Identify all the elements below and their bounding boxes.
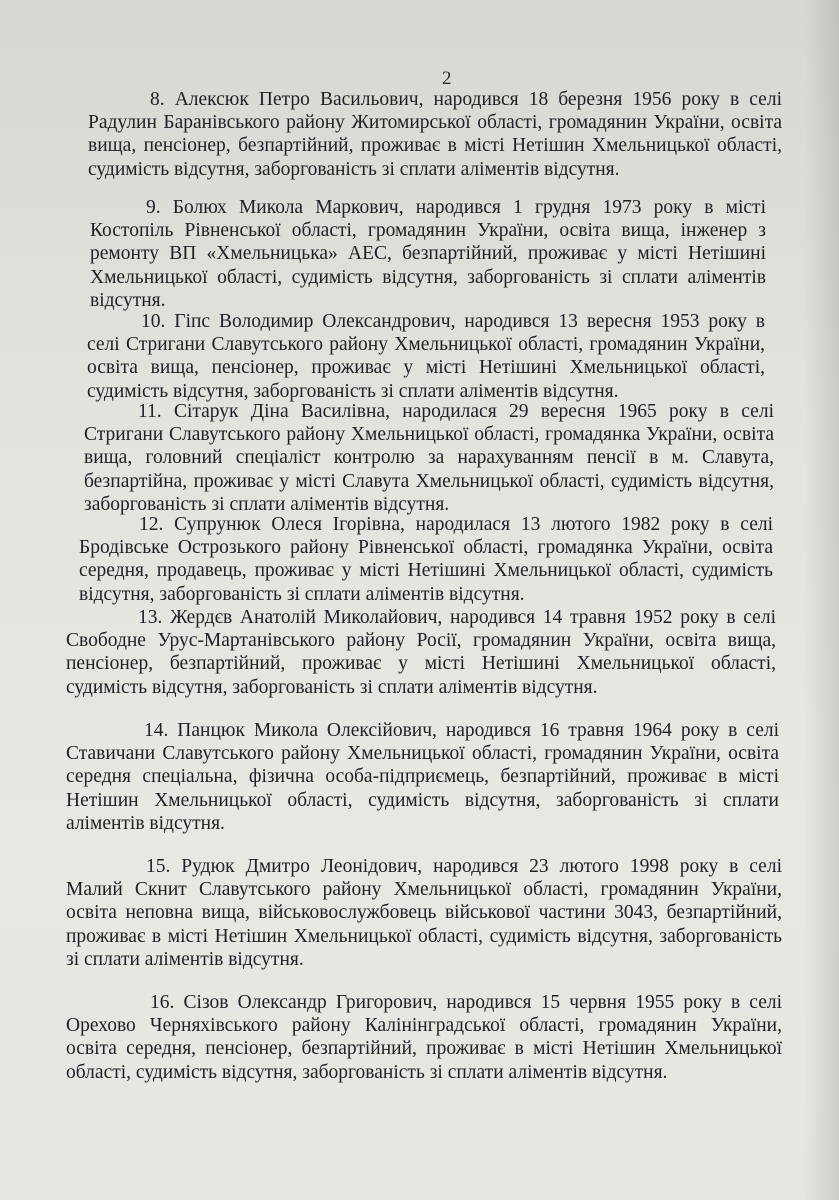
- page-edge-shadow: [805, 0, 839, 1200]
- candidate-entry-13: 13. Жердєв Анатолій Миколайович, народився 14 травня 1952 року в селі Свободне Урус-Мартанівського району Росії, громадянин України, освіта вища, пенсіонер, безпартійний, проживає у місті Нетішині Хмельницької області, судимість відсутня, заборгованість зі сплати аліментів відсутня.: [66, 607, 776, 698]
- candidate-entry-10: 10. Гіпс Володимир Олександрович, народився 13 вересня 1953 року в селі Стригани Славутського району Хмельницької області, громадянин України, освіта вища, пенсіонер, проживає у місті Нетішині Хмельницької області, судимість відсутня, заборгованість зі сплати аліментів відсутня.: [87, 311, 765, 402]
- candidate-entry-9: 9. Болюх Микола Маркович, народився 1 грудня 1973 року в місті Костопіль Рівненської області, громадянин України, освіта вища, інженер з ремонту ВП «Хмельницька» АЕС, безпартійний, проживає у місті Нетішині Хмельницької області, судимість відсутня, заборгованість зі сплати аліментів відсутня.: [90, 197, 766, 311]
- page-number: 2: [442, 68, 452, 89]
- candidate-entry-16: 16. Сізов Олександр Григорович, народився 15 червня 1955 року в селі Орехово Черняхівського району Калінінградської області, громадянин України, освіта середня, пенсіонер, безпартійний, проживає в місті Нетішин Хмельницької області, судимість відсутня, заборгованість зі сплати аліментів відсутня.: [66, 992, 782, 1083]
- candidate-entry-11: 11. Сітарук Діна Василівна, народилася 29 вересня 1965 року в селі Стригани Славутського району Хмельницької області, громадянка України, освіта вища, головний спеціаліст контролю за нарахуванням пенсії в м. Славута, безпартійна, проживає у місті Славута Хмельницької області, судимість відсутня, заборгованість зі сплати аліментів відсутня.: [84, 401, 774, 515]
- candidate-entry-15: 15. Рудюк Дмитро Леонідович, народився 23 лютого 1998 року в селі Малий Скнит Славутського району Хмельницької області, громадянин України, освіта неповна вища, військовослужбовець військової частини 3043, безпартійний, проживає в місті Нетішин Хмельницької області, судимість відсутня, заборгованість зі сплати аліментів відсутня.: [66, 856, 782, 970]
- candidate-entry-12: 12. Супрунюк Олеся Ігорівна, народилася 13 лютого 1982 року в селі Бродівське Острозького району Рівненської області, громадянка України, освіта середня, продавець, проживає у місті Нетішині Хмельницької області, судимість відсутня, заборгованість зі сплати аліментів відсутня.: [79, 514, 773, 605]
- candidate-entry-8: 8. Алексюк Петро Васильович, народився 18 березня 1956 року в селі Радулин Баранівського району Житомирської області, громадянин України, освіта вища, пенсіонер, безпартійний, проживає в місті Нетішин Хмельницької області, судимість відсутня, заборгованість зі сплати аліментів відсутня.: [88, 89, 782, 180]
- candidate-entry-14: 14. Панцюк Микола Олексійович, народився 16 травня 1964 року в селі Ставичани Славутського району Хмельницької області, громадянин України, освіта середня спеціальна, фізична особа-підприємець, безпартійний, проживає в місті Нетішин Хмельницької області, судимість відсутня, заборгованість зі сплати аліментів відсутня.: [66, 720, 779, 834]
